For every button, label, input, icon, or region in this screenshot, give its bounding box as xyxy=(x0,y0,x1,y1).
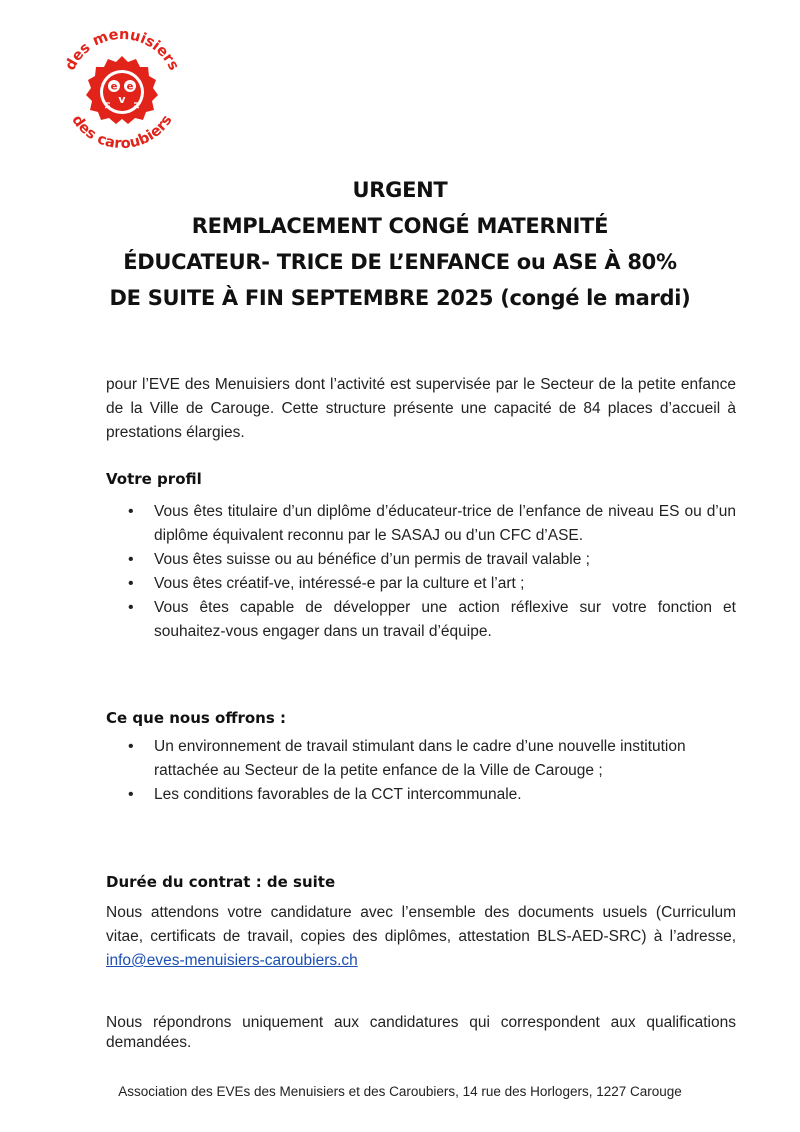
title-urgent: URGENT xyxy=(352,178,448,202)
list-item: • Vous êtes suisse ou au bénéfice d’un permis de travail valable ; xyxy=(106,548,736,572)
logo xyxy=(52,26,192,152)
title-position-type: REMPLACEMENT CONGÉ MATERNITÉ xyxy=(191,214,609,238)
footer-address: Association des EVEs des Menuisiers et des Caroubiers, 14 rue des Horlogers, 1227 Carouge xyxy=(118,1084,682,1099)
list-item: • Vous êtes capable de développer une action réflexive sur votre fonction et souhaitez-vous engager dans un travail d’équipe. xyxy=(106,596,736,644)
title-duration: DE SUITE À FIN SEPTEMBRE 2025 (congé le mardi) xyxy=(109,286,691,310)
page-title xyxy=(0,172,800,316)
closing-paragraph: Nous répondrons uniquement aux candidatures qui correspondent aux qualifications demandées. xyxy=(106,1014,736,1051)
list-item: • Vous êtes créatif-ve, intéressé-e par la culture et l’art ; xyxy=(106,572,736,596)
email-link[interactable]: info@eves-menuisiers-caroubiers.ch xyxy=(106,952,358,969)
contract-text: Nous attendons votre candidature avec l’ensemble des documents usuels (Curriculum vitae, certificats de travail, copies des diplômes, attestation BLS-AED-SRC) à l’adresse, xyxy=(106,904,736,945)
list-item: • Les conditions favorables de la CCT intercommunale. xyxy=(106,783,736,807)
contract-heading: Durée du contrat : de suite xyxy=(106,873,336,891)
title-job-role: ÉDUCATEUR- TRICE DE L’ENFANCE ou ASE À 80% xyxy=(123,250,677,274)
list-item: • Vous êtes titulaire d’un diplôme d’éducateur-trice de l’enfance de niveau ES ou d’un diplôme équivalent reconnu par le SASAJ ou d’un CFC d’ASE. xyxy=(106,500,736,548)
logo-letter-e1: e xyxy=(110,81,118,93)
logo-letter-v: v xyxy=(118,93,126,106)
intro-paragraph: pour l’EVE des Menuisiers dont l’activité est supervisée par le Secteur de la petite enfance de la Ville de Carouge. Cette structure présente une capacité de 84 places d’accueil à prestations élargies. xyxy=(106,376,736,441)
list-item: • Un environnement de travail stimulant dans le cadre d’une nouvelle institution rattachée au Secteur de la petite enfance de la Ville de Carouge ; xyxy=(106,735,736,783)
logo-text-bottom: des caroubiers xyxy=(68,112,176,152)
profile-list xyxy=(106,500,736,644)
logo-letter-e2: e xyxy=(126,81,134,93)
offer-heading: Ce que nous offrons : xyxy=(106,709,287,727)
profile-heading: Votre profil xyxy=(106,470,202,488)
offer-list xyxy=(106,735,736,807)
lion-logo-icon xyxy=(52,26,192,152)
contract-paragraph xyxy=(106,901,736,973)
logo-text-top: des menuisiers xyxy=(62,26,182,74)
